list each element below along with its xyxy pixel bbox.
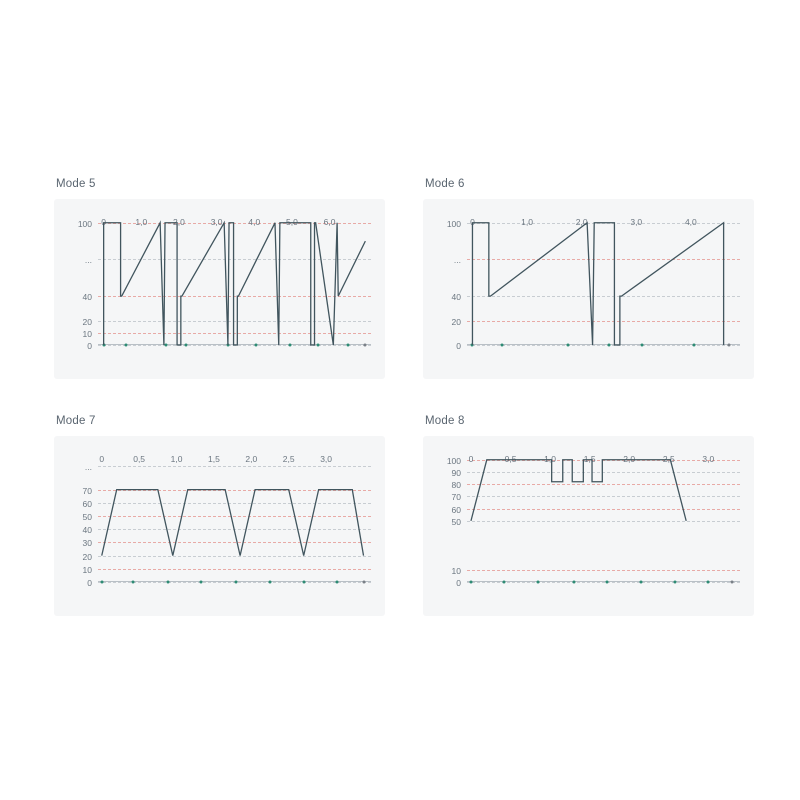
y-axis-tick-label: 20 [82,316,92,327]
y-axis-tick-label: 100 [77,218,92,229]
y-axis-tick-label: 20 [451,316,461,327]
y-axis-tick-label: 60 [451,504,461,515]
x-axis-tick-label: 3,0 [210,217,223,227]
panel-title: Mode 8 [425,415,465,427]
y-axis-tick-label: 40 [82,292,92,303]
x-axis-tick-label: 6,0 [323,217,336,227]
chart-box [423,199,754,379]
panel-title: Mode 6 [425,178,465,190]
x-axis-tick-label: 0 [101,217,107,227]
x-axis-tick-label: 0 [470,217,475,227]
y-axis-tick-label: 10 [82,328,92,339]
chart-panel-mode-5 [54,178,385,379]
chart-box [54,436,385,616]
series-line [98,213,371,345]
x-axis-tick-label: 0 [468,454,474,464]
y-axis-tick-label: 70 [82,485,92,496]
x-axis-tick-label: 1,0 [135,217,148,227]
y-axis-tick-label: 10 [82,564,92,575]
x-axis-tick-label: 2,5 [282,454,295,464]
series-line [467,450,740,582]
y-axis-tick-label: 50 [451,516,461,527]
chart-box [423,436,754,616]
y-axis-tick-label: 50 [82,512,92,522]
x-axis-tick-label: 4,0 [248,217,261,227]
y-axis-tick-label: ... [84,461,92,472]
gridline [456,341,740,351]
x-axis-tick-label: 1,0 [544,454,556,464]
panel-title: Mode 7 [56,415,96,427]
x-axis-tick-label: 3,0 [630,217,643,227]
series-line [98,450,371,582]
y-axis-tick-label: 30 [82,538,92,549]
panel-title: Mode 5 [56,178,96,190]
y-axis-tick-label: 90 [451,468,461,478]
y-axis-tick-label: 70 [451,492,461,503]
x-axis-tick-label: 1,5 [583,454,596,464]
y-axis-tick-label: 60 [82,498,92,509]
plot-area-2 [82,450,371,588]
y-axis-tick-label: 0 [87,341,92,351]
x-axis-tick-label: 3,0 [320,454,333,464]
x-axis-tick-label: 0,5 [133,454,146,464]
x-axis-tick-label: 0 [99,454,105,464]
x-axis-tick-label: 5,0 [286,217,298,227]
x-axis-tick-label: 1,0 [170,454,183,464]
x-axis-tick-label: 0,5 [504,454,517,464]
chart-panel-mode-7 [54,415,385,616]
y-axis-tick-label: 40 [451,292,461,303]
x-axis-tick-label: 2,0 [173,217,185,227]
chart-box [54,199,385,379]
x-axis-tick-label: 1,5 [208,454,220,464]
plot-area-1 [446,213,740,351]
charts-grid [54,178,754,616]
x-axis-tick-label: 4,0 [684,217,697,227]
y-axis-tick-label: ... [453,255,461,266]
y-axis-tick-label: ... [84,255,92,266]
y-axis-tick-label: 10 [451,565,461,576]
x-axis-tick-label: 2,0 [245,454,258,464]
y-axis-tick-label: 20 [82,551,92,562]
y-axis-tick-label: 0 [87,578,92,588]
chart-panel-mode-8 [423,415,754,616]
y-axis-tick-label: 0 [456,341,461,351]
x-axis-tick-label: 3,0 [702,454,715,464]
x-axis-tick-label: 2,5 [662,454,675,464]
gridline [456,578,740,588]
y-axis-tick-label: 80 [451,480,461,491]
y-axis-tick-label: 0 [456,578,461,588]
x-axis-tick-label: 2,0 [623,454,636,464]
y-axis-tick-label: 40 [82,525,92,536]
x-axis-tick-label: 2,0 [575,217,588,227]
chart-panel-mode-6 [423,178,754,379]
y-axis-tick-label: 100 [446,455,461,466]
plot-area-3 [446,450,740,588]
plot-area-0 [77,213,371,351]
x-axis-tick-label: 1,0 [521,217,533,227]
series-line [467,213,740,345]
y-axis-tick-label: 100 [446,218,461,229]
